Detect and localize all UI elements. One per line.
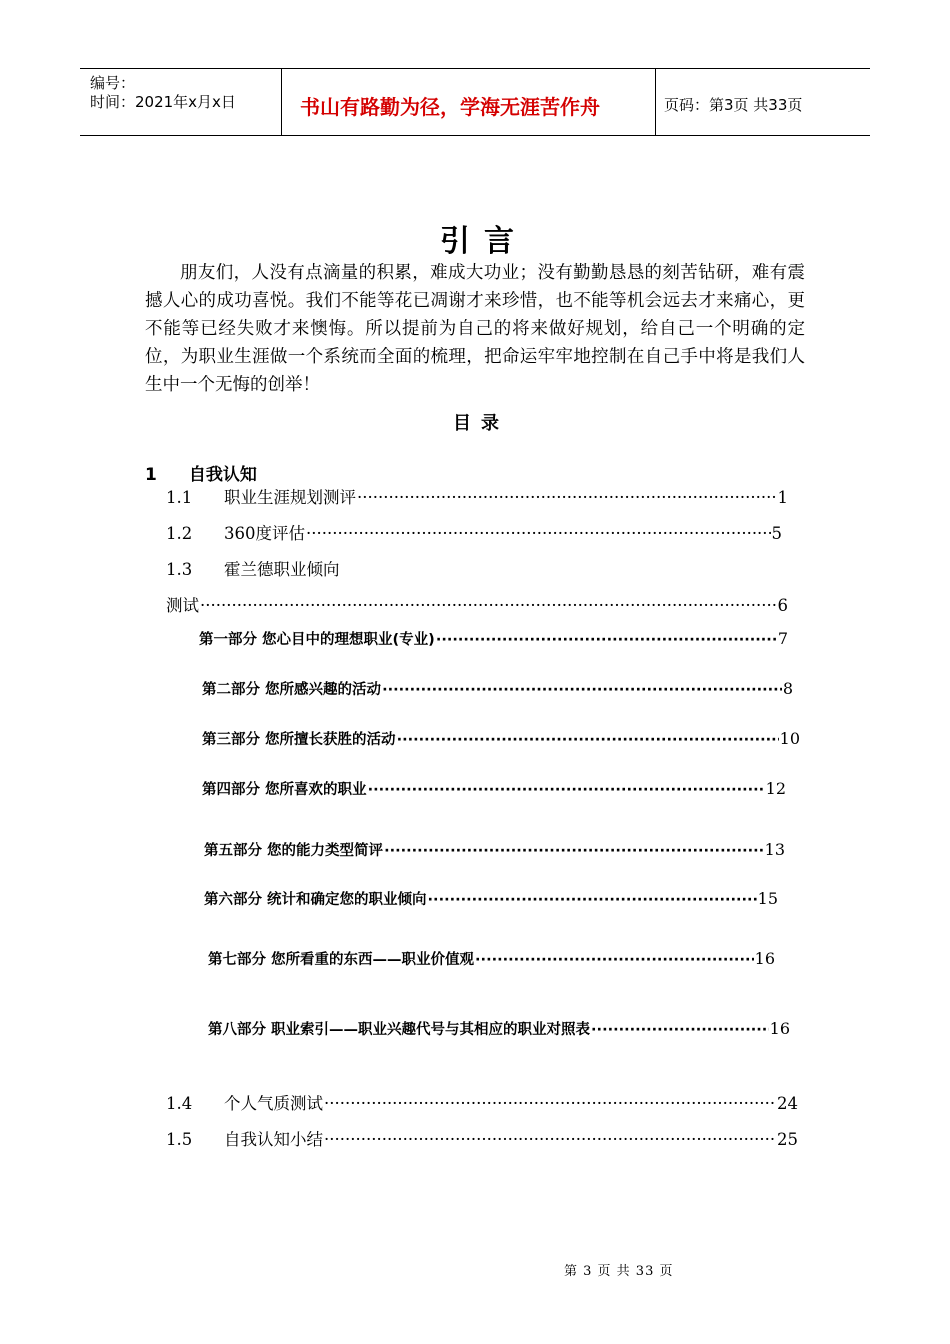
toc-chapter-num: 1 [145, 465, 157, 485]
header-bottom-border [80, 135, 870, 136]
page-title: 引言 [440, 224, 528, 259]
toc-part-7[interactable] [208, 948, 775, 969]
toc-leader [475, 952, 754, 968]
toc-leader [306, 524, 771, 543]
toc-leader [200, 596, 777, 615]
toc-entry-num: 1.4 [166, 1094, 193, 1113]
toc-entry-num: 1.5 [166, 1130, 193, 1149]
toc-part-page: 13 [764, 840, 785, 859]
toc-leader [397, 732, 779, 748]
toc-leader [382, 682, 782, 698]
header-number: 编号： [90, 74, 136, 92]
toc-title: 目录 [453, 413, 509, 434]
toc-entry-1-1[interactable] [166, 484, 788, 508]
toc-leader [591, 1022, 769, 1038]
toc-part-3[interactable] [202, 728, 800, 749]
toc-entry-label: 职业生涯规划测评 [224, 488, 356, 507]
toc-part-1[interactable] [199, 628, 788, 649]
toc-leader [436, 632, 777, 648]
toc-entry-page: 6 [777, 596, 788, 615]
toc-part-page: 10 [779, 729, 800, 748]
toc-part-label: 第七部分 您所看重的东西——职业价值观 [208, 952, 475, 968]
toc-entry-num: 1.2 [166, 524, 193, 543]
toc-part-label: 第四部分 您所喜欢的职业 [202, 782, 367, 798]
toc-part-4[interactable] [202, 778, 786, 799]
toc-part-label: 第一部分 您心目中的理想职业(专业) [199, 632, 435, 648]
toc-leader [357, 488, 777, 507]
toc-leader [324, 1094, 776, 1113]
toc-entry-page: 24 [777, 1094, 798, 1113]
header-motto: 书山有路勤为径，学海无涯苦作舟 [300, 95, 600, 119]
toc-part-label: 第六部分 统计和确定您的职业倾向 [204, 892, 427, 908]
header-divider-1 [281, 68, 282, 136]
toc-part-label: 第五部分 您的能力类型简评 [204, 843, 384, 859]
toc-entry-label: 自我认知小结 [224, 1130, 323, 1149]
toc-entry-1-4[interactable] [166, 1090, 798, 1114]
toc-entry-page: 5 [771, 524, 782, 543]
toc-part-2[interactable] [202, 678, 793, 699]
toc-part-page: 16 [769, 1019, 790, 1038]
toc-leader [368, 782, 765, 798]
toc-part-page: 8 [782, 679, 793, 698]
toc-part-6[interactable] [204, 888, 778, 909]
toc-chapter-label: 自我认知 [188, 465, 257, 485]
toc-part-page: 15 [757, 889, 778, 908]
toc-part-page: 16 [754, 949, 775, 968]
toc-entry-label: 测试 [166, 596, 199, 615]
intro-text: 朋友们，人没有点滴量的积累，难成大功业；没有勤勤恳恳的刻苦钻研，难有震撼人心的成功喜悦。我们不能等花已凋谢才来珍惜，也不能等机会远去才来痛心，更不能等已经失败才来懊悔。所以提前为自己的将来做好规划，给自己一个明确的定位，为职业生涯做一个系统而全面的梳理，把命运牢牢地控制在自己手中将是我们人生中一个无悔的创举！ [145, 263, 805, 395]
toc-entry-page: 1 [777, 488, 788, 507]
toc-entry-1-5[interactable] [166, 1126, 798, 1150]
toc-entry-1-3[interactable] [166, 556, 340, 580]
page-footer: 第 3 页 共 33 页 [564, 1264, 674, 1279]
toc-entry-1-2[interactable] [166, 520, 782, 544]
toc-leader [324, 1130, 776, 1149]
toc-part-page: 12 [765, 779, 786, 798]
toc-part-page: 7 [777, 629, 788, 648]
header-date: 时间：2021年x月x日 [90, 93, 236, 111]
toc-part-label: 第二部分 您所感兴趣的活动 [202, 682, 382, 698]
toc-leader [428, 892, 757, 908]
header-page: 页码：第3页 共33页 [664, 96, 803, 114]
toc-part-label: 第八部分 职业索引——职业兴趣代号与其相应的职业对照表 [208, 1022, 591, 1038]
toc-entry-label: 霍兰德职业倾向 [224, 560, 340, 579]
toc-entry-label: 360度评估 [224, 524, 305, 543]
toc-part-8[interactable] [208, 1018, 790, 1039]
header-top-border [80, 68, 870, 69]
header-divider-2 [655, 68, 656, 136]
toc-chapter [145, 460, 257, 485]
toc-entry-label: 个人气质测试 [224, 1094, 323, 1113]
toc-entry-1-3-cont[interactable] [166, 592, 788, 616]
toc-entry-page: 25 [777, 1130, 798, 1149]
toc-entry-num: 1.3 [166, 560, 193, 579]
toc-entry-num: 1.1 [166, 488, 193, 507]
toc-part-5[interactable] [204, 839, 785, 860]
intro-paragraph [145, 259, 805, 399]
toc-leader [384, 843, 764, 859]
toc-part-label: 第三部分 您所擅长获胜的活动 [202, 732, 396, 748]
